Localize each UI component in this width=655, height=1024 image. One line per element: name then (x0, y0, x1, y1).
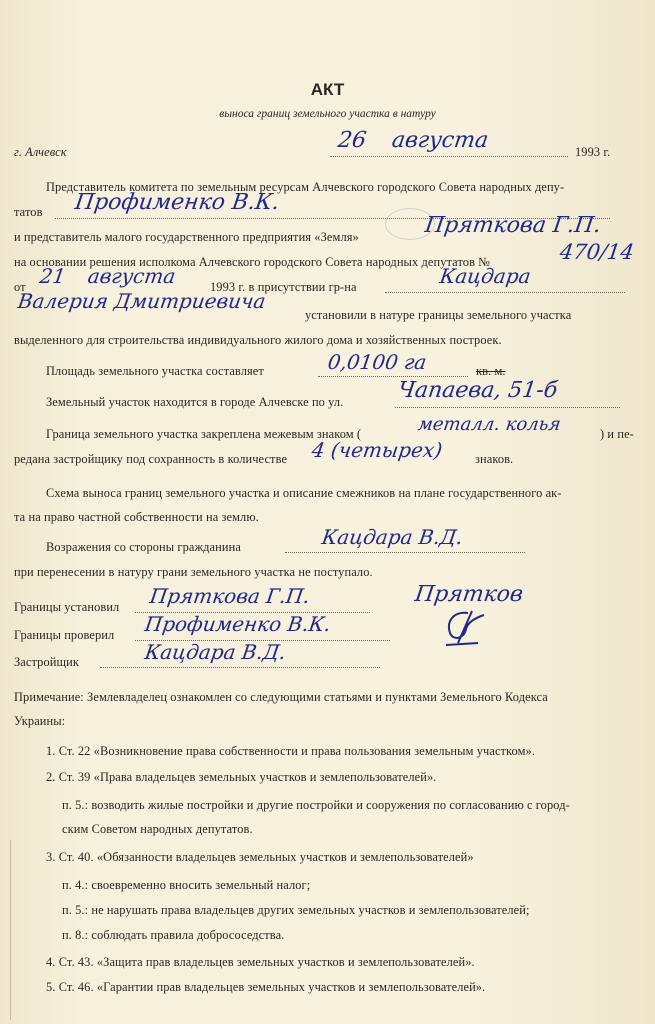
label-checker: Границы проверил (14, 628, 115, 642)
list-item-2-p5-cont: ским Советом народных депутатов. (62, 822, 253, 836)
text-line-1: Представитель комитета по земельным ресурсам Алчевского городского Совета народных депу- (46, 180, 565, 194)
label-installer: Границы установил (14, 600, 120, 614)
checker-signature (438, 605, 488, 647)
text-line-11a: редана застройщику под сохранность в количестве (14, 452, 288, 466)
area-value: 0,0100 га (326, 350, 429, 374)
date-year: 1993 г. (575, 145, 611, 159)
document-title: АКТ (310, 80, 345, 99)
list-item-3-p5: п. 5.: не нарушать права владельцев других земельных участков и землепользователей; (62, 903, 530, 917)
text-line-3: и представитель малого государственного предприятия «Земля» (14, 230, 359, 244)
text-line-6: установили в натуре границы земельного участка (305, 308, 572, 322)
list-item-3: 3. Ст. 40. «Обязанности владельцев земельных участков и землепользователей» (46, 850, 474, 864)
checker-name: Профименко В.К. (143, 612, 333, 636)
decision-month: августа (86, 264, 178, 288)
enterprise-rep: Пряткова Г.П. (423, 213, 603, 238)
text-line-4: на основании решения исполкома Алчевского городского Совета народных депутатов № (14, 255, 491, 269)
note-line-2: Украины: (14, 714, 66, 728)
committee-rep: Профименко В.К. (73, 190, 281, 215)
marker-type: металл. колья (416, 414, 562, 435)
label-developer: Застройщик (14, 655, 79, 669)
list-item-4: 4. Ст. 43. «Защита прав владельцев земельных участков и землепользователей». (46, 955, 475, 969)
list-item-3-p8: п. 8.: соблюдать правила добрососедства. (62, 928, 285, 942)
list-item-5: 5. Ст. 46. «Гарантии прав владельцев земельных участков и землепользователей». (46, 980, 486, 994)
address-value: Чапаева, 51-б (396, 378, 559, 403)
decision-number: 470/14 (558, 240, 636, 264)
date-month: августа (390, 128, 490, 153)
marker-count: 4 (четырех) (310, 438, 444, 462)
list-item-3-p4: п. 4.: своевременно вносить земельный налог; (62, 878, 311, 892)
rule-developer (100, 667, 380, 668)
document-subtitle: выноса границ земельного участка в натуру (219, 108, 436, 120)
note-line-1: Примечание: Землевладелец ознакомлен со следующими статьями и пунктами Земельного Кодекса (14, 690, 548, 704)
installer-signature: Прятков (413, 582, 525, 607)
text-line-12: Схема выноса границ земельного участка и описание смежников на плане государственного ак- (46, 486, 562, 500)
text-line-5a: от (14, 280, 26, 294)
text-line-8a: Площадь земельного участка составляет (46, 364, 264, 378)
objector-name: Кацдара В.Д. (320, 525, 465, 549)
list-item-2: 2. Ст. 39 «Права владельцев земельных участков и землепользователей». (46, 770, 437, 784)
citizen-surname: Кацдара (438, 264, 533, 288)
text-line-10b: ) и пе- (600, 427, 634, 441)
date-day: 26 (336, 128, 368, 153)
city: г. Алчевск (14, 145, 67, 159)
list-item-2-p5: п. 5.: возводить жилые постройки и другие постройки и сооружения по согласованию с город- (62, 798, 570, 812)
rule-address (395, 407, 620, 408)
citizen-name: Валерия Дмитриевича (16, 289, 268, 313)
area-unit-struck: кв. м. (476, 364, 506, 378)
rule-area (318, 376, 468, 377)
paper-fold (10, 840, 11, 1020)
text-line-11b: знаков. (475, 452, 514, 466)
rule-citizen (385, 292, 625, 293)
text-line-13: та на право частной собственности на землю. (14, 510, 259, 524)
text-line-2: татов (14, 205, 43, 219)
text-line-5b: 1993 г. в присутствии гр-на (210, 280, 357, 294)
list-item-1: 1. Ст. 22 «Возникновение права собственности и права пользования земельным участком». (46, 744, 536, 758)
decision-day: 21 (38, 264, 68, 288)
text-line-9: Земельный участок находится в городе Алчевске по ул. (46, 395, 344, 409)
text-line-14: Возражения со стороны гражданина (46, 540, 241, 554)
rule-objector (285, 552, 525, 553)
installer-name: Пряткова Г.П. (148, 584, 312, 608)
text-line-15: при перенесении в натуру грани земельного участка не поступало. (14, 565, 373, 579)
developer-name: Кацдара В.Д. (143, 640, 288, 664)
date-rule (330, 156, 568, 157)
text-line-10a: Граница земельного участка закреплена межевым знаком ( (46, 427, 362, 441)
text-line-7: выделенного для строительства индивидуального жилого дома и хозяйственных построек. (14, 333, 502, 347)
